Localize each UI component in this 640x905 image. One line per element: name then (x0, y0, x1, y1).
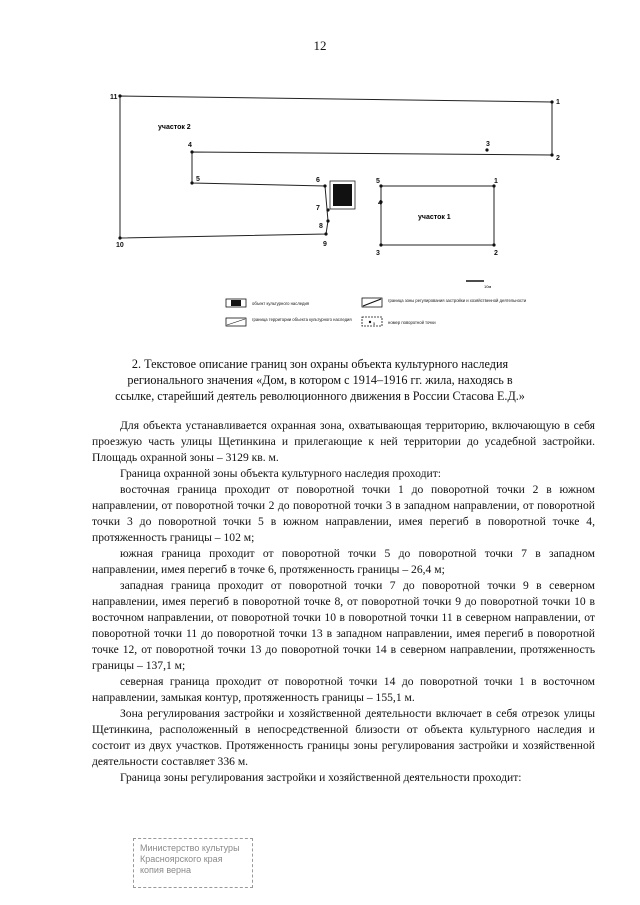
map-legend (226, 298, 527, 326)
paragraph: восточная граница проходит от поворотной точки 1 до поворотной точки 2 в южном направлении, от поворотной точки 2 до поворотной точки 3 в западном направлении, от поворотной точки 3 до поворотной точки 5 в южном направлении, имея перегиб в поворотной точке 4, протяженность границы – 102 м; (92, 483, 595, 544)
paragraph: Зона регулирования застройки и хозяйственной деятельности включает в себя отрезок улицы Щетинкина, расположенный в непосредственной близости от объекта культурного наследия и состоит из двух участков. Протяженность границы зоны регулирования застройки и хозяйственной деятельности составляет 336 м. (92, 707, 595, 768)
area2-label: участок 2 (158, 124, 191, 131)
body-text (92, 418, 595, 786)
svg-text:объект культурного наследия: объект культурного наследия (252, 301, 310, 306)
paragraph: западная граница проходит от поворотной точки 7 до поворотной точки 9 в северном направлении, имея перегиб в поворотной точке 8, от поворотной точки 9 до поворотной точки 10 в восточном направлении, от поворотной точки 10 в поворотной точки 11 в северном направлении, от поворотной точки 11 до поворотной точки 13 в западном направлении, имея перегиб в поворотной точке 12, от поворотной точки 13 до поворотной точки 14 в северном направлении, протяженность границы – 137,1 м; (92, 579, 595, 672)
heritage-object-mark (333, 184, 352, 206)
point-label: 10 (116, 242, 124, 249)
point-label: 8 (319, 223, 323, 230)
paragraph: Граница охранной зоны объекта культурного наследия проходит: (120, 467, 441, 480)
point-label: 2 (494, 250, 498, 257)
point-label: 3 (486, 141, 490, 148)
paragraph: Для объекта устанавливается охранная зона, охватывающая территорию, включающую в себя проезжую часть улицы Щетинкина и прилегающие к ней территории до усадебной застройки. Площадь охранной зоны – 3129 кв. м. (92, 419, 595, 464)
point-label: 11 (110, 94, 118, 101)
point-label: 7 (316, 205, 320, 212)
point-label: 9 (323, 241, 327, 248)
svg-text:5: 5 (373, 321, 376, 326)
point-label: 6 (316, 177, 320, 184)
page-number: 12 (313, 38, 327, 53)
svg-text:граница территории объекта кул: граница территории объекта культурного наследия (252, 317, 352, 322)
area2-boundary (120, 96, 552, 238)
point-label: 4 (378, 200, 382, 207)
point-label: 5 (196, 176, 200, 183)
point-label: 4 (188, 142, 192, 149)
area1-label: участок 1 (418, 214, 451, 221)
paragraph: Граница зоны регулирования застройки и хозяйственной деятельности проходит: (120, 771, 522, 784)
point-label: 1 (556, 99, 560, 106)
copy-stamp: Министерство культуры Красноярского края копия верна (133, 838, 253, 888)
point-label: 5 (376, 178, 380, 185)
section-heading: 2. Текстовое описание границ зон охраны объекта культурного наследия регионального значения «Дом, в котором с 1914–1916 гг. жила, находясь в ссылке, старейший деятель революционного движения в России Стасова Е.Д.» (115, 357, 525, 403)
svg-text:номер поворотной точки: номер поворотной точки (388, 320, 436, 325)
point-label: 3 (376, 250, 380, 257)
paragraph: северная граница проходит от поворотной точки 14 до поворотной точки 1 в восточном направлении, замыкая контур, протяженность границы – 155,1 м. (92, 675, 595, 704)
point-label: 1 (494, 178, 498, 185)
paragraph: южная граница проходит от поворотной точки 5 до поворотной точки 7 в западном направлении, имея перегиб в точке 6, протяженность границы – 26,4 м; (92, 547, 595, 576)
svg-text:граница зоны регулирования зас: граница зоны регулирования застройки и хозяйственной деятельности (388, 298, 527, 303)
point-label: 2 (556, 155, 560, 162)
zone-map (100, 88, 570, 358)
scale-label: 10м (484, 284, 492, 289)
